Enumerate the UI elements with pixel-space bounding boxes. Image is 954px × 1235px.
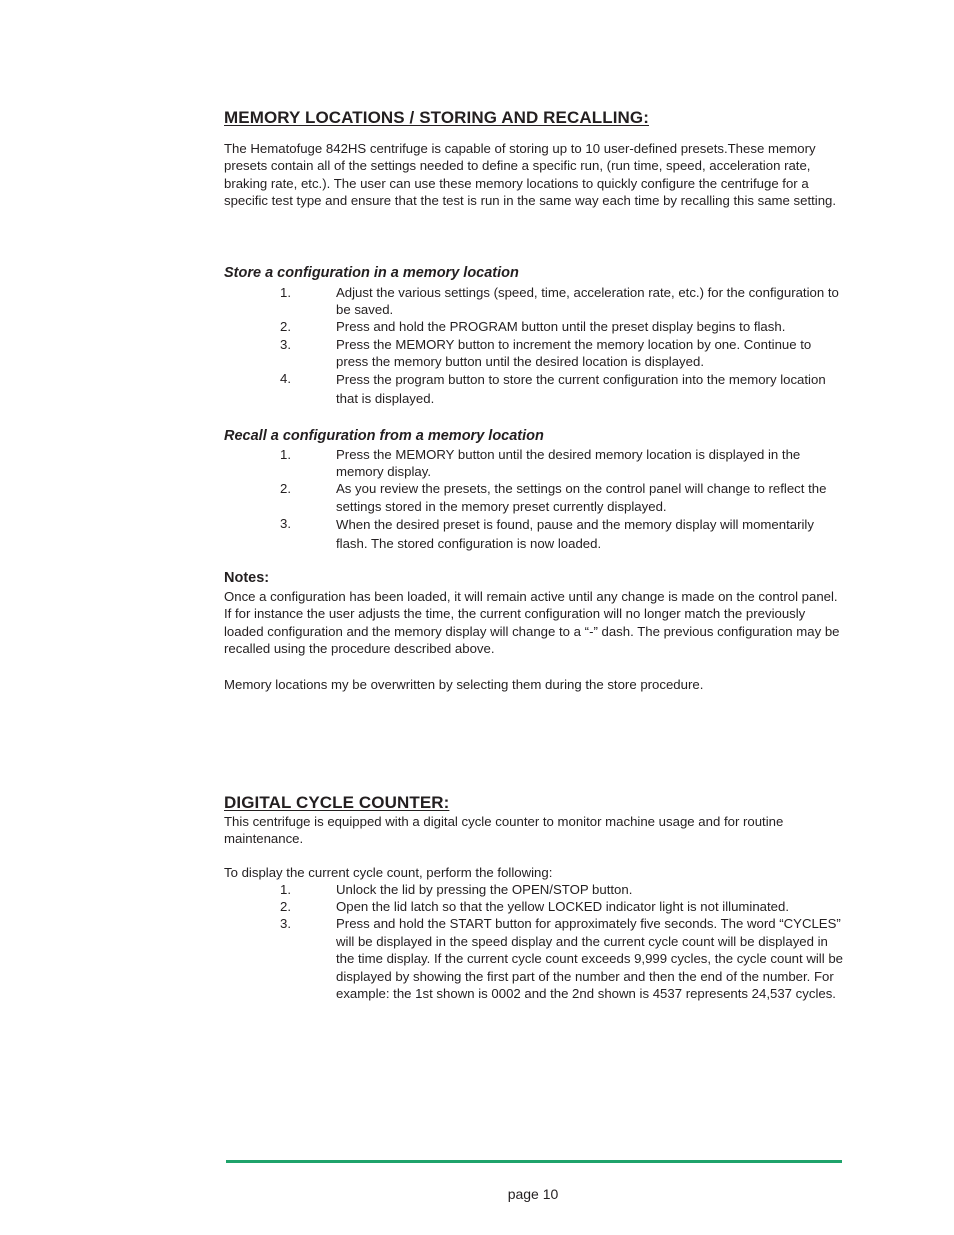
store-subheading: Store a configuration in a memory location bbox=[224, 265, 519, 281]
step-text: Press and hold the PROGRAM button until the preset display begins to flash. bbox=[336, 319, 786, 335]
list-item bbox=[224, 370, 844, 408]
list-item bbox=[224, 284, 844, 318]
list-item bbox=[224, 336, 844, 370]
step-number: 4. bbox=[280, 371, 291, 387]
step-text: Open the lid latch so that the yellow LOCKED indicator light is not illuminated. bbox=[336, 899, 790, 915]
counter-section-heading: DIGITAL CYCLE COUNTER: bbox=[224, 793, 450, 812]
list-item bbox=[224, 915, 844, 1002]
notes-heading: Notes: bbox=[224, 570, 270, 586]
list-item bbox=[224, 480, 844, 514]
counter-intro-paragraph: This centrifuge is equipped with a digital cycle counter to monitor machine usage and for routine maintenance. bbox=[224, 814, 784, 847]
step-text: Press the MEMORY button to increment the memory location by one. Continue to press the memory button until the desired location is displayed. bbox=[336, 336, 812, 369]
list-item bbox=[224, 881, 844, 898]
list-item bbox=[224, 318, 844, 335]
step-text: Press the MEMORY button until the desired memory location is displayed in the memory display. bbox=[336, 447, 801, 480]
step-text: Unlock the lid by pressing the OPEN/STOP button. bbox=[336, 882, 633, 897]
step-number: 2. bbox=[280, 319, 291, 335]
memory-intro-paragraph: The Hematofuge 842HS centrifuge is capable of storing up to 10 user-defined presets.These memory presets contain all of the settings needed to define a specific run, (run time, speed, acceleration rate, braking rate, etc.). The user can use these memory locations to quickly configure the centrifuge for a specific test type and ensure that the test is run in the same way each time by recalling this same setting. bbox=[224, 141, 837, 209]
page-number: page 10 bbox=[507, 1186, 559, 1202]
step-text: As you review the presets, the settings on the control panel will change to reflect the settings stored in the memory preset currently displayed. bbox=[336, 481, 827, 514]
step-text: Press and hold the START button for approximately five seconds. The word “CYCLES” will be displayed in the speed display and the current cycle count will be displayed in the time display. If the current cycle count exceeds 9,999 cycles, the cycle count will be displayed by showing the first part of the number and then the end of the number. For example: the 1st shown is 0002 and the 2nd shown is 4537 represents 24,537 cycles. bbox=[336, 916, 843, 1002]
step-text: Adjust the various settings (speed, time, acceleration rate, etc.) for the configuration to be saved. bbox=[336, 285, 839, 318]
memory-section-heading: MEMORY LOCATIONS / STORING AND RECALLING: bbox=[224, 108, 650, 127]
step-text: When the desired preset is found, pause and the memory display will momentarily flash. The stored configuration is now loaded. bbox=[336, 516, 814, 551]
step-number: 2. bbox=[280, 899, 291, 915]
step-number: 3. bbox=[280, 916, 291, 932]
notes-overwrite-paragraph: Memory locations my be overwritten by selecting them during the store procedure. bbox=[224, 677, 704, 692]
list-item bbox=[224, 898, 844, 915]
list-item bbox=[224, 446, 844, 480]
step-number: 1. bbox=[280, 882, 291, 897]
recall-steps-list bbox=[224, 446, 844, 553]
recall-subheading: Recall a configuration from a memory location bbox=[224, 428, 544, 444]
step-number: 2. bbox=[280, 481, 291, 497]
step-number: 3. bbox=[280, 515, 291, 531]
step-text: Press the program button to store the current configuration into the memory location that is displayed. bbox=[336, 372, 826, 407]
footer-rule bbox=[226, 1160, 842, 1163]
step-number: 1. bbox=[280, 447, 291, 462]
counter-lead-text: To display the current cycle count, perform the following: bbox=[224, 865, 553, 880]
step-number: 1. bbox=[280, 285, 291, 300]
notes-paragraph: Once a configuration has been loaded, it will remain active until any change is made on the control panel. If for instance the user adjusts the time, the current configuration will no longer match the previously loaded configuration and the memory display will change to a “-” dash. The previous configuration may be recalled using the procedure described above. bbox=[224, 589, 840, 657]
list-item bbox=[224, 515, 844, 553]
store-steps-list bbox=[224, 284, 844, 408]
step-number: 3. bbox=[280, 336, 291, 352]
counter-steps-list bbox=[224, 881, 844, 1002]
